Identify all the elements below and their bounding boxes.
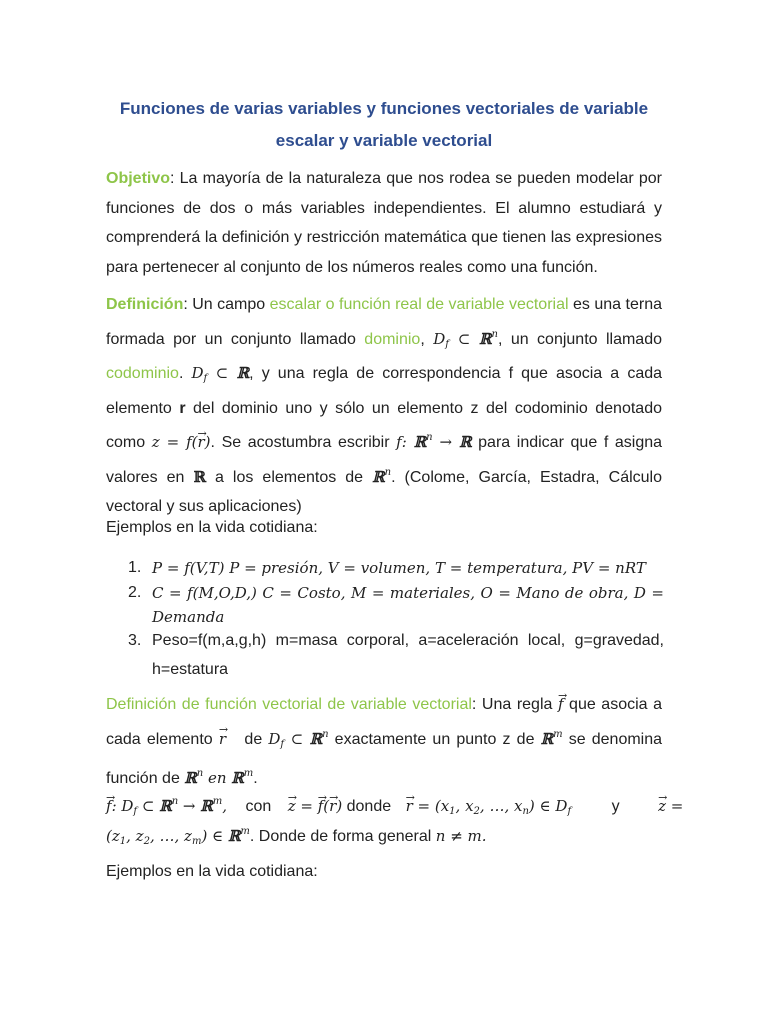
document-title <box>106 93 662 157</box>
title-line-1: Funciones de varias variables y funciones vectoriales de variable <box>119 99 649 118</box>
math-n-neq-m: n ≠ m. <box>435 827 487 845</box>
objetivo-paragraph <box>106 164 662 282</box>
term-dominio: dominio <box>364 330 421 348</box>
objetivo-text: : La mayoría de la naturaleza que nos rodea se pueden modelar por funciones de dos o más variables independientes. El alumno estudiará y comprenderá la definición y restricción matemática que tienen las expresiones para pertenecer al conjunto de los números reales como una función. <box>106 170 662 276</box>
def-vectorial-label: Definición de función vectorial de variable vectorial <box>106 696 472 713</box>
term-codominio: codominio <box>106 365 179 382</box>
def-vectorial-text-6: . <box>253 770 258 787</box>
math-rn: ℝ$^n$ <box>372 466 392 486</box>
definicion-text-9: para indicar que f asigna valores en <box>106 434 663 486</box>
math-vector-r: → r <box>219 725 226 755</box>
example-item-3: Peso=f(m,a,g,h) m=masa corporal, a=aceleración local, g=gravedad, h=estatura <box>152 632 664 678</box>
definicion-text-1: : Un campo <box>183 296 270 313</box>
math-domain: $D_f$ ⊂ ℝ$^n$ <box>433 328 498 350</box>
mapping-line-2 <box>106 817 662 857</box>
ejemplos-heading-1: Ejemplos en la vida cotidiana: <box>106 519 318 536</box>
example-number: 3. <box>128 632 142 649</box>
word-y: y <box>611 798 620 815</box>
math-vector-f: → f <box>558 690 564 720</box>
math-z-equals-start: → z = <box>658 797 683 815</box>
example-number: 1. <box>128 559 142 576</box>
def-vectorial-text-3: de <box>238 730 269 748</box>
math-rm: ℝ$^m$ <box>540 728 563 748</box>
def-vectorial-text-4: exactamente un punto z de <box>328 730 541 748</box>
ejemplos-heading-2: Ejemplos en la vida cotidiana: <box>106 863 318 880</box>
definicion-text-2: es una terna formada por un conjunto llamado <box>106 296 662 348</box>
definicion-text-4: , un conjunto llamado <box>497 330 662 348</box>
math-r-tuple: → $r = (x_1$, $x_2$, …, $x_n$) ∈ $D_f$ <box>406 797 572 815</box>
word-donde: donde <box>346 798 392 815</box>
def-vectorial-text-1: : Una regla <box>471 696 558 713</box>
definicion-text-8: . Se acostumbra escribir <box>210 434 397 451</box>
math-z-equals: z = f(→ r) <box>152 433 211 451</box>
math-f-mapping: → f: $D_f$ ⊂ ℝ$^n$ → ℝ$^m$, <box>106 797 227 815</box>
term-campo-escalar: escalar o función real de variable vectorial <box>269 296 569 313</box>
example-number: 2. <box>128 584 142 601</box>
math-rn-en-rm: ℝ$^n$ en ℝ$^m$ <box>184 768 254 787</box>
def-vectorial-text-5: se denomina función de <box>106 730 663 787</box>
definicion-text-5: . <box>178 365 192 382</box>
def-vectorial-text-2: que asocia a cada elemento <box>106 696 662 748</box>
math-reals: ℝ <box>193 467 206 486</box>
bold-r: r <box>179 399 186 417</box>
definicion-text-6: , y una regla de correspondencia f que asocia a cada elemento <box>106 365 663 417</box>
math-codomain: $D_f$ ⊂ ℝ <box>191 364 250 384</box>
definicion-label: Definición <box>106 296 184 313</box>
example-item-2: C = f(M,O,D,) C = Costo, M = materiales, O = Mano de obra, D = Demanda <box>152 584 664 626</box>
definicion-text-10: a los elementos de <box>205 468 373 486</box>
math-z-f-r: → z = → f(→ r) <box>288 797 342 815</box>
definicion-text-3: , <box>420 330 434 348</box>
definicion-paragraph <box>106 290 662 522</box>
math-df-subset: $D_f$ ⊂ ℝ$^n$ <box>268 728 329 750</box>
objetivo-label: Objetivo <box>106 170 171 187</box>
title-line-2: escalar y variable vectorial <box>275 131 493 150</box>
definicion-text-11: . (Colome, García, Estadra, Cálculo vectoral y sus aplicaciones) <box>106 468 662 515</box>
example-item-1: P = f(V,T) P = presión, V = volumen, T = temperatura, PV = nRT <box>152 559 646 577</box>
math-mapping: f: ℝ$^n$ → ℝ <box>396 432 472 451</box>
def-vectorial-paragraph <box>106 690 662 794</box>
word-con: con <box>245 798 272 815</box>
mapping-text-end: . Donde de forma general <box>249 828 436 845</box>
math-z-tuple: ($z_1$, $z_2$, …, $z_m$) ∈ ℝ$^m$ <box>106 826 250 847</box>
definicion-text-7: del dominio uno y sólo un elemento z del codominio denotado como <box>106 399 662 451</box>
